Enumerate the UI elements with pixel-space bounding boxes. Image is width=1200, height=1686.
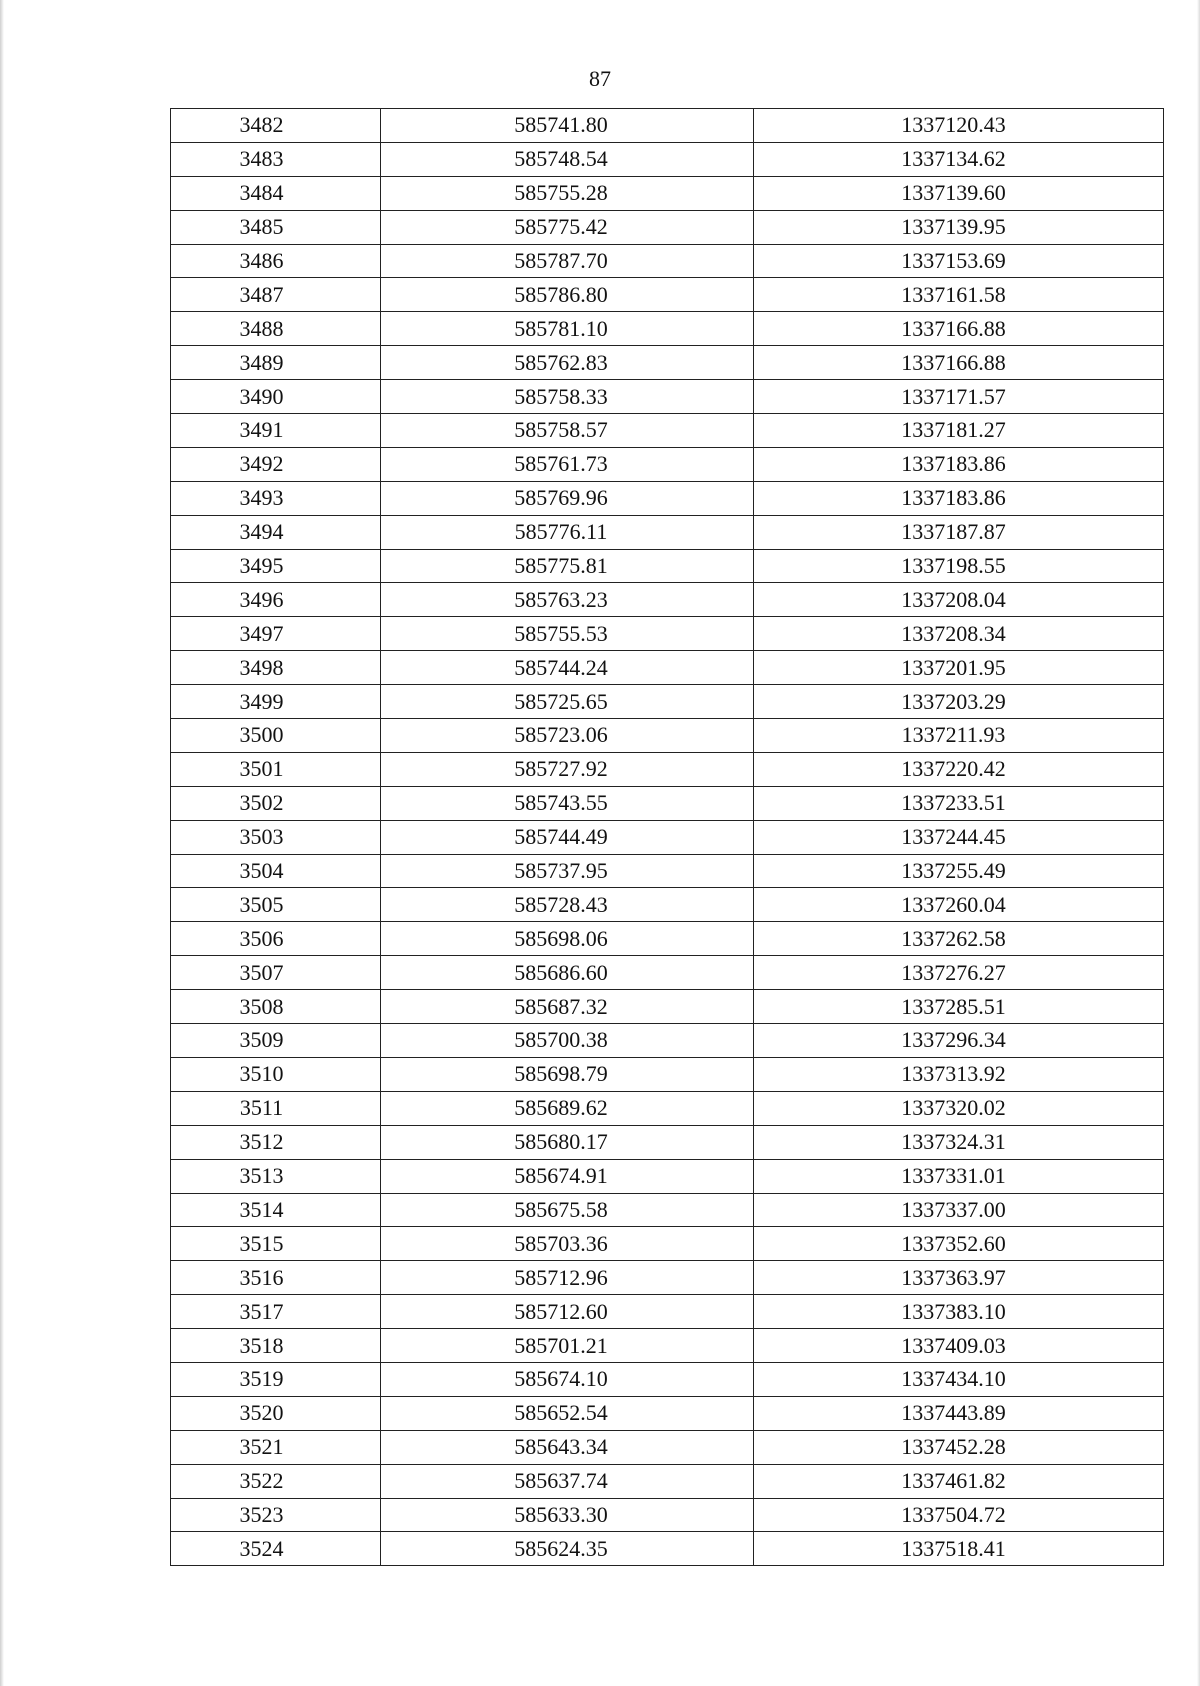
point-number-cell: 3494 [171,515,381,549]
point-number-cell: 3501 [171,752,381,786]
y-coordinate-cell: 1337208.34 [754,617,1164,651]
table-row [171,414,1164,448]
table-row [171,990,1164,1024]
y-coordinate-cell: 1337134.62 [754,142,1164,176]
table-row [171,515,1164,549]
y-coordinate-cell: 1337409.03 [754,1329,1164,1363]
point-number-cell: 3504 [171,854,381,888]
x-coordinate-cell: 585761.73 [381,447,754,481]
table-row [171,278,1164,312]
x-coordinate-cell: 585741.80 [381,109,754,143]
table-row [171,1295,1164,1329]
y-coordinate-cell: 1337161.58 [754,278,1164,312]
point-number-cell: 3500 [171,719,381,753]
point-number-cell: 3516 [171,1261,381,1295]
x-coordinate-cell: 585748.54 [381,142,754,176]
table-row [171,1532,1164,1566]
table-row [171,786,1164,820]
point-number-cell: 3521 [171,1430,381,1464]
table-row [171,142,1164,176]
y-coordinate-cell: 1337363.97 [754,1261,1164,1295]
x-coordinate-cell: 585744.49 [381,820,754,854]
x-coordinate-cell: 585637.74 [381,1464,754,1498]
x-coordinate-cell: 585728.43 [381,888,754,922]
x-coordinate-cell: 585786.80 [381,278,754,312]
point-number-cell: 3484 [171,176,381,210]
y-coordinate-cell: 1337320.02 [754,1091,1164,1125]
y-coordinate-cell: 1337260.04 [754,888,1164,922]
table-row [171,1057,1164,1091]
point-number-cell: 3510 [171,1057,381,1091]
point-number-cell: 3523 [171,1498,381,1532]
table-row [171,1261,1164,1295]
y-coordinate-cell: 1337171.57 [754,380,1164,414]
x-coordinate-cell: 585787.70 [381,244,754,278]
y-coordinate-cell: 1337208.04 [754,583,1164,617]
x-coordinate-cell: 585758.33 [381,380,754,414]
table-row [171,1329,1164,1363]
table-row [171,109,1164,143]
y-coordinate-cell: 1337324.31 [754,1125,1164,1159]
point-number-cell: 3514 [171,1193,381,1227]
table-row [171,617,1164,651]
y-coordinate-cell: 1337166.88 [754,312,1164,346]
table-row [171,1091,1164,1125]
x-coordinate-cell: 585755.28 [381,176,754,210]
point-number-cell: 3509 [171,1024,381,1058]
x-coordinate-cell: 585675.58 [381,1193,754,1227]
table-row [171,380,1164,414]
y-coordinate-cell: 1337201.95 [754,651,1164,685]
x-coordinate-cell: 585698.79 [381,1057,754,1091]
x-coordinate-cell: 585701.21 [381,1329,754,1363]
point-number-cell: 3495 [171,549,381,583]
table-row [171,481,1164,515]
point-number-cell: 3505 [171,888,381,922]
table-row [171,719,1164,753]
table-row [171,1125,1164,1159]
y-coordinate-cell: 1337262.58 [754,922,1164,956]
y-coordinate-cell: 1337220.42 [754,752,1164,786]
y-coordinate-cell: 1337285.51 [754,990,1164,1024]
point-number-cell: 3489 [171,346,381,380]
x-coordinate-cell: 585769.96 [381,481,754,515]
y-coordinate-cell: 1337183.86 [754,481,1164,515]
point-number-cell: 3496 [171,583,381,617]
point-number-cell: 3518 [171,1329,381,1363]
table-row [171,1430,1164,1464]
x-coordinate-cell: 585763.23 [381,583,754,617]
table-row [171,346,1164,380]
point-number-cell: 3522 [171,1464,381,1498]
table-row [171,1498,1164,1532]
x-coordinate-cell: 585725.65 [381,685,754,719]
x-coordinate-cell: 585674.91 [381,1159,754,1193]
y-coordinate-cell: 1337313.92 [754,1057,1164,1091]
table-row [171,447,1164,481]
y-coordinate-cell: 1337383.10 [754,1295,1164,1329]
y-coordinate-cell: 1337244.45 [754,820,1164,854]
x-coordinate-cell: 585652.54 [381,1396,754,1430]
point-number-cell: 3485 [171,210,381,244]
table-row [171,1024,1164,1058]
y-coordinate-cell: 1337233.51 [754,786,1164,820]
table-row [171,1396,1164,1430]
point-number-cell: 3487 [171,278,381,312]
point-number-cell: 3519 [171,1362,381,1396]
table-row [171,1159,1164,1193]
table-row [171,854,1164,888]
x-coordinate-cell: 585758.57 [381,414,754,448]
x-coordinate-cell: 585703.36 [381,1227,754,1261]
point-number-cell: 3493 [171,481,381,515]
table-row [171,651,1164,685]
y-coordinate-cell: 1337166.88 [754,346,1164,380]
point-number-cell: 3511 [171,1091,381,1125]
y-coordinate-cell: 1337504.72 [754,1498,1164,1532]
table-row [171,922,1164,956]
point-number-cell: 3498 [171,651,381,685]
point-number-cell: 3483 [171,142,381,176]
y-coordinate-cell: 1337183.86 [754,447,1164,481]
x-coordinate-cell: 585686.60 [381,956,754,990]
y-coordinate-cell: 1337461.82 [754,1464,1164,1498]
x-coordinate-cell: 585755.53 [381,617,754,651]
table-row [171,820,1164,854]
x-coordinate-cell: 585737.95 [381,854,754,888]
coordinates-table-body [171,109,1164,1566]
x-coordinate-cell: 585700.38 [381,1024,754,1058]
y-coordinate-cell: 1337452.28 [754,1430,1164,1464]
point-number-cell: 3482 [171,109,381,143]
x-coordinate-cell: 585698.06 [381,922,754,956]
point-number-cell: 3499 [171,685,381,719]
table-row [171,210,1164,244]
table-row [171,1464,1164,1498]
table-row [171,176,1164,210]
table-row [171,1362,1164,1396]
point-number-cell: 3506 [171,922,381,956]
table-row [171,244,1164,278]
x-coordinate-cell: 585781.10 [381,312,754,346]
x-coordinate-cell: 585674.10 [381,1362,754,1396]
y-coordinate-cell: 1337120.43 [754,109,1164,143]
table-row [171,752,1164,786]
point-number-cell: 3515 [171,1227,381,1261]
x-coordinate-cell: 585633.30 [381,1498,754,1532]
y-coordinate-cell: 1337352.60 [754,1227,1164,1261]
y-coordinate-cell: 1337153.69 [754,244,1164,278]
x-coordinate-cell: 585775.81 [381,549,754,583]
y-coordinate-cell: 1337276.27 [754,956,1164,990]
x-coordinate-cell: 585624.35 [381,1532,754,1566]
point-number-cell: 3486 [171,244,381,278]
table-row [171,312,1164,346]
x-coordinate-cell: 585743.55 [381,786,754,820]
y-coordinate-cell: 1337203.29 [754,685,1164,719]
y-coordinate-cell: 1337211.93 [754,719,1164,753]
y-coordinate-cell: 1337139.60 [754,176,1164,210]
table-row [171,888,1164,922]
table-row [171,685,1164,719]
y-coordinate-cell: 1337139.95 [754,210,1164,244]
y-coordinate-cell: 1337181.27 [754,414,1164,448]
point-number-cell: 3502 [171,786,381,820]
x-coordinate-cell: 585762.83 [381,346,754,380]
point-number-cell: 3488 [171,312,381,346]
y-coordinate-cell: 1337443.89 [754,1396,1164,1430]
point-number-cell: 3503 [171,820,381,854]
point-number-cell: 3491 [171,414,381,448]
point-number-cell: 3513 [171,1159,381,1193]
y-coordinate-cell: 1337518.41 [754,1532,1164,1566]
x-coordinate-cell: 585776.11 [381,515,754,549]
x-coordinate-cell: 585680.17 [381,1125,754,1159]
y-coordinate-cell: 1337337.00 [754,1193,1164,1227]
y-coordinate-cell: 1337296.34 [754,1024,1164,1058]
x-coordinate-cell: 585723.06 [381,719,754,753]
page-number: 87 [589,66,611,91]
y-coordinate-cell: 1337331.01 [754,1159,1164,1193]
table-row [171,583,1164,617]
table-row [171,1193,1164,1227]
point-number-cell: 3508 [171,990,381,1024]
x-coordinate-cell: 585775.42 [381,210,754,244]
x-coordinate-cell: 585727.92 [381,752,754,786]
point-number-cell: 3520 [171,1396,381,1430]
table-row [171,1227,1164,1261]
y-coordinate-cell: 1337255.49 [754,854,1164,888]
y-coordinate-cell: 1337434.10 [754,1362,1164,1396]
point-number-cell: 3517 [171,1295,381,1329]
point-number-cell: 3492 [171,447,381,481]
point-number-cell: 3507 [171,956,381,990]
x-coordinate-cell: 585744.24 [381,651,754,685]
table-row [171,956,1164,990]
scan-left-edge [0,0,4,1686]
y-coordinate-cell: 1337187.87 [754,515,1164,549]
point-number-cell: 3512 [171,1125,381,1159]
coordinates-table [170,108,1164,1566]
x-coordinate-cell: 585689.62 [381,1091,754,1125]
x-coordinate-cell: 585712.96 [381,1261,754,1295]
point-number-cell: 3497 [171,617,381,651]
table-row [171,549,1164,583]
x-coordinate-cell: 585687.32 [381,990,754,1024]
x-coordinate-cell: 585643.34 [381,1430,754,1464]
point-number-cell: 3490 [171,380,381,414]
x-coordinate-cell: 585712.60 [381,1295,754,1329]
point-number-cell: 3524 [171,1532,381,1566]
y-coordinate-cell: 1337198.55 [754,549,1164,583]
